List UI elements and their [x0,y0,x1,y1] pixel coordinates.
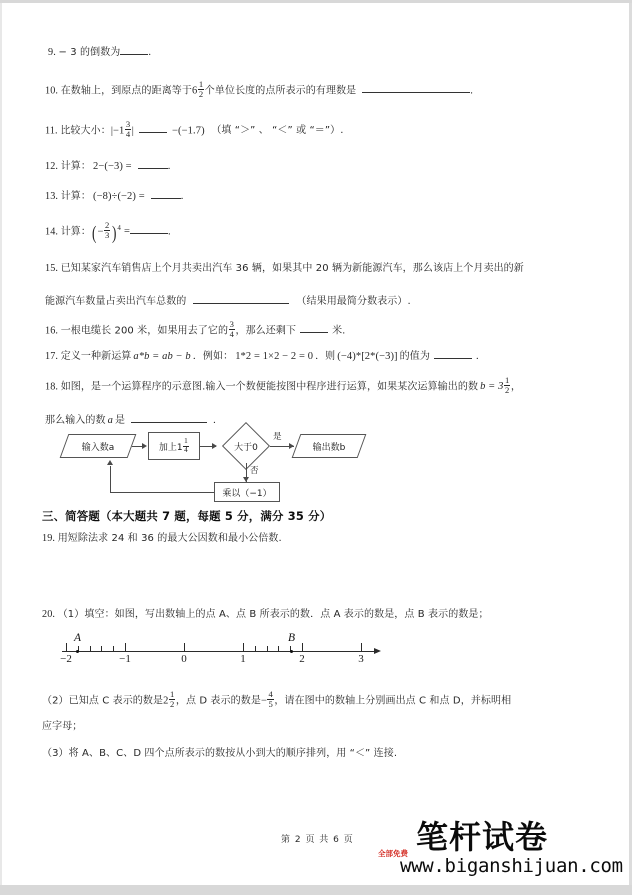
flowchart-no-label: 否 [250,466,259,476]
question-11-abs-close: | [131,125,134,137]
question-17-expr-3: (−4)*[2*(−3)] [337,351,398,362]
flowchart-add-fraction: $\frac{1}{4}$ [184,436,188,454]
question-12-expression: 2−(−3) = [93,161,132,172]
question-14-answer-blank[interactable] [130,223,168,234]
question-10-fraction: $\frac{1}{2}$ [198,79,204,100]
question-15-number: 15. [45,263,59,274]
question-16-text-mid: ，那么还剩下 [235,325,297,337]
page-footer: 第 2 页 共 6 页 [281,835,354,845]
question-18-fraction: $\frac{1}{2}$ [504,375,510,396]
question-20-c-whole: 2 [163,695,169,707]
number-line-minor-tick [113,646,114,652]
question-14-equals: = [123,226,130,238]
question-15-line2-after: （结果用最简分数表示）. [296,296,411,307]
number-line-tick-label: 2 [299,653,305,665]
question-17 [45,348,479,363]
number-line-tick-label: 3 [358,653,364,665]
question-14-period: . [167,226,171,238]
question-17-expr-1: a*b = ab − b [133,351,191,362]
question-11-abs-open: | [110,125,114,137]
question-16 [45,320,345,339]
number-line-tick-label: 1 [240,653,246,665]
question-10-text-after: 个单位长度的点所表示的有理数是 [204,85,357,97]
question-16-text-before: 一根电缆长 200 米，如果用去了它的 [60,325,229,337]
question-13-label: 计算： [60,191,92,202]
question-20-part2-line1 [42,690,511,709]
flowchart-arrowhead-yes [289,443,294,449]
flowchart-arrowhead-loop [107,460,113,465]
question-13-period: . [180,191,184,202]
number-line-minor-tick [90,646,91,652]
question-14-fraction: $\frac{2}{3}$ [104,220,110,241]
question-16-answer-blank[interactable] [300,322,328,333]
number-line-tick-label: −1 [119,653,131,665]
flowchart-arrowhead-input-to-add [142,443,147,449]
question-20-number: 20. [42,609,56,620]
question-18-number: 18. [45,381,59,393]
question-18-line2-mid: 是 [114,415,126,426]
question-10 [45,80,473,99]
question-15-line2 [45,293,411,307]
number-line-major-tick [243,643,244,652]
question-20-part2-before: （2）已知点 C 表示的数是 [42,695,164,707]
question-14-exponent: 4 [117,224,121,233]
question-16-fraction: $\frac{3}{4}$ [229,319,234,340]
question-20-c-fraction: $\frac{1}{2}$ [169,689,175,710]
question-10-text-before: 在数轴上，到原点的距离等于 [60,85,193,97]
question-15-line2-before: 能源汽车数量占卖出汽车总数的 [45,296,187,307]
question-11-answer-blank[interactable] [139,122,167,133]
question-13 [45,188,184,203]
question-12-label: 计算： [60,161,92,172]
number-line-major-tick [361,643,362,652]
question-9 [48,44,151,59]
question-18-line1-before: 如图，是一个运算程序的示意图.输入一个数便能按图中程序进行运算，如果某次运算输出的数 [60,381,479,393]
question-18-period: . [213,415,216,426]
question-17-answer-blank[interactable] [434,348,472,359]
question-9-answer-blank[interactable] [120,44,148,55]
question-19-text: 用短除法求 24 和 36 的最大公因数和最小公倍数. [57,533,282,544]
question-12-number: 12. [45,161,59,172]
question-12-answer-blank[interactable] [138,158,168,169]
flowchart-edge-loop-horizontal [110,492,214,493]
number-line-minor-tick [255,646,256,652]
number-line-minor-tick [101,646,102,652]
number-line-tick-label: −2 [60,653,72,665]
question-16-text-after: 米. [332,325,346,337]
question-17-number: 17. [45,351,59,362]
question-20-d-sign: − [260,695,267,707]
number-line-major-tick [184,643,185,652]
question-17-expr-2: 1*2 = 1×2 − 2 = 0 [235,351,314,362]
number-line-point-a [76,650,79,653]
question-20-part2-line2 [42,722,82,732]
number-line-minor-tick [267,646,268,652]
number-line-major-tick [302,643,303,652]
question-20-part2-after: ，请在图中的数轴上分别画出点 C 和点 D，并标明相 [274,695,512,707]
question-13-number: 13. [45,191,59,202]
number-line-axis [62,651,377,652]
question-14 [45,221,171,243]
number-line-tick-label: 0 [181,653,187,665]
question-17-text-2: ．例如： [192,351,234,362]
number-line-minor-tick [278,646,279,652]
question-13-expression: (−8)÷(−2) = [93,191,145,202]
question-14-label: 计算： [60,226,92,238]
watermark-brand: 笔杆试卷 [416,818,549,856]
number-line-point-b [290,650,293,653]
question-11-hint: （填 “＞” 、 “＜” 或 “＝”）. [211,125,344,137]
question-12-period: . [167,161,171,172]
number-line-major-tick [66,643,67,652]
question-20-part3-text: （3）将 A、B、C、D 四个点所表示的数按从小到大的顺序排列，用 “＜” 连接. [42,748,398,759]
question-18-var-a: a [107,415,113,426]
question-18-line1 [45,376,521,395]
question-19 [42,534,282,544]
right-paren: ) [111,223,117,245]
question-20-part2-line2-text: 应字母； [42,721,83,732]
question-10-period: . [470,85,474,97]
question-10-answer-blank[interactable] [362,82,470,93]
number-line-point-b-label: B [288,632,296,644]
flowchart-add-prefix: 加上1 [158,442,183,453]
question-17-text-3: ．则 [315,351,336,362]
flowchart-add-node [148,432,200,460]
flowchart-input-label: 输入数a [81,442,115,453]
question-20-part3 [42,749,397,759]
number-line-arrowhead [374,648,381,654]
question-14-number: 14. [45,226,59,238]
flowchart-output-label: 输出数b [312,442,346,453]
flowchart-edge-loop-vertical [110,466,111,493]
question-16-number: 16. [45,325,59,337]
question-15-answer-blank[interactable] [193,293,289,304]
question-20-part1 [42,610,489,620]
question-9-period: . [148,47,152,58]
question-18-answer-blank[interactable] [131,412,207,423]
watermark-url: www.biganshijuan.com [400,855,623,877]
left-paren: ( [91,223,97,245]
watermark-free-badge: 全部免费 [378,849,408,858]
question-18-line2-before: 那么输入的数 [45,415,106,426]
section-header-short-answer: 三、简答题（本大题共 7 题，每题 5 分，满分 35 分） [42,509,332,523]
flowchart-multiply-node: 乘以（−1） [214,482,280,502]
number-line-point-a-label: A [74,632,82,644]
flowchart-yes-label: 是 [273,432,282,442]
question-10-number: 10. [45,85,59,97]
question-18-line2 [45,412,216,427]
question-11-label: 比较大小： [60,125,111,137]
question-9-text: − 3 的倒数为 [58,47,121,58]
flowchart-decision-label: 大于0 [234,442,258,453]
question-20-part1-text: （1）填空：如图，写出数轴上的点 A、点 B 所表示的数．点 A 表示的数是，点 B 表示的数是； [57,609,489,620]
question-10-mixed-whole: 6 [192,85,198,97]
question-20-part2-mid: ，点 D 表示的数是 [175,695,261,707]
question-9-number: 9. [48,47,56,58]
question-15-line1-text: 已知某家汽车销售店上个月共卖出汽车 36 辆，如果其中 20 辆为新能源汽车，那么该店上个月卖出的新 [60,263,524,274]
question-17-period: . [475,351,479,362]
question-11 [45,120,343,139]
question-18-line1-end: ， [510,381,521,393]
question-18-b-expr: b = 3 [480,381,504,393]
question-15-line1 [45,264,524,274]
question-11-mixed: −1 [113,125,125,137]
question-11-fraction: $\frac{3}{4}$ [125,119,131,140]
question-17-text-4: 的值为 [399,351,430,362]
question-19-number: 19. [42,533,56,544]
question-11-number: 11. [45,125,58,137]
question-13-answer-blank[interactable] [151,188,181,199]
question-17-text-1: 定义一种新运算 [60,351,132,362]
question-12 [45,158,170,173]
question-14-base-sign: − [97,226,104,238]
question-20-d-fraction: $\frac{4}{5}$ [268,689,273,710]
question-11-compare-to: −(−1.7) [172,125,205,137]
number-line-major-tick [125,643,126,652]
